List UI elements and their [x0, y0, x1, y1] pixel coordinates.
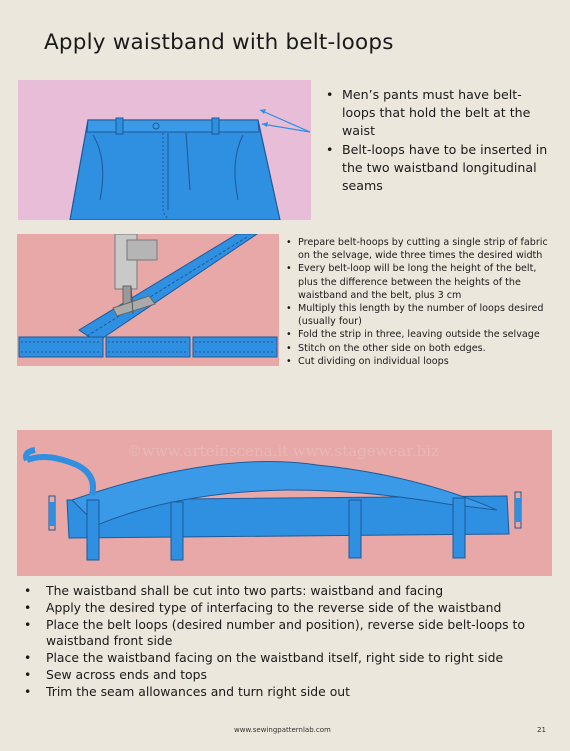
list-item: • Sew across ends and tops: [24, 667, 554, 684]
waistband-steps-list: [24, 583, 554, 701]
list-item: • Fold the strip in three, leaving outside the selvage: [286, 328, 556, 341]
list-item: • Cut dividing on individual loops: [286, 355, 556, 368]
list-item: • Prepare belt-hoops by cutting a single strip of fabric on the selvage, wide three times the desired width: [286, 236, 556, 262]
list-item: • Men’s pants must have belt-loops that hold the belt at the waist: [326, 86, 551, 140]
list-item: • Place the belt loops (desired number and position), reverse side belt-loops to waistband front side: [24, 617, 554, 651]
list-item: • The waistband shall be cut into two parts: waistband and facing: [24, 583, 554, 600]
page-number: 21: [537, 726, 546, 734]
watermark-text: ©www.arteinscena.it www.stagewear.biz: [127, 442, 439, 460]
belt-loop-intro-list: [326, 86, 551, 196]
pants-illustration: [18, 80, 311, 220]
page-title: Apply waistband with belt-loops: [44, 30, 394, 55]
footer-url: www.sewingpatternlab.com: [234, 726, 331, 734]
belt-loop-prep-list: [286, 236, 556, 368]
list-item: • Every belt-loop will be long the height of the belt, plus the difference between the heights of the waistband and the belt, plus 3 cm: [286, 262, 556, 302]
list-item: • Apply the desired type of interfacing to the reverse side of the waistband: [24, 600, 554, 617]
waistband-illustration: [17, 430, 552, 576]
list-item: • Belt-loops have to be inserted in the two waistband longitudinal seams: [326, 141, 551, 195]
list-item: • Multiply this length by the number of loops desired (usually four): [286, 302, 556, 328]
list-item: • Trim the seam allowances and turn right side out: [24, 684, 554, 701]
strip-sewing-illustration: [17, 234, 279, 366]
list-item: • Place the waistband facing on the waistband itself, right side to right side: [24, 650, 554, 667]
list-item: • Stitch on the other side on both edges.: [286, 342, 556, 355]
